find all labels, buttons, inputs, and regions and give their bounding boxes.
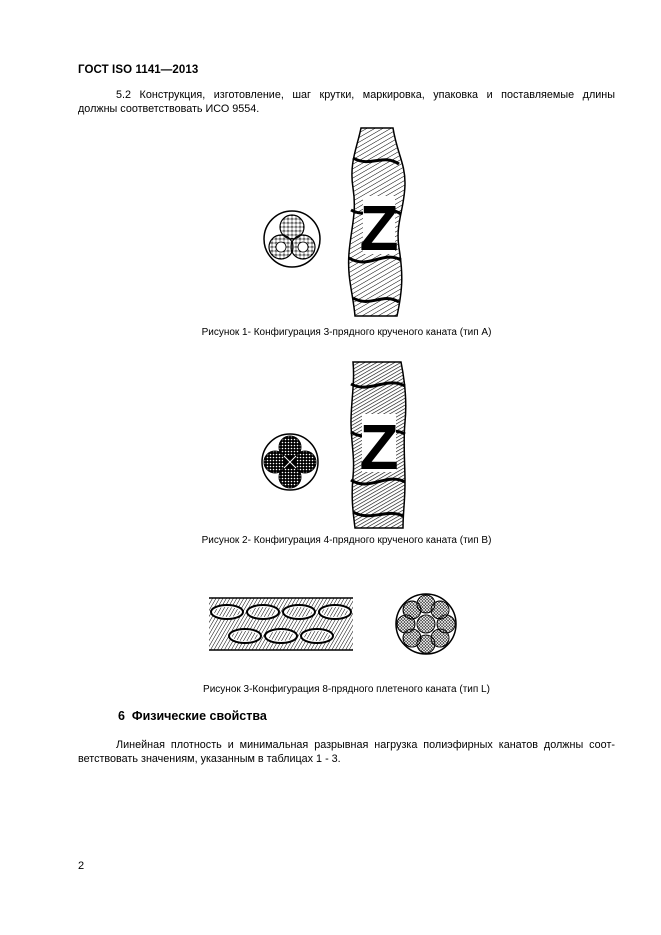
- figure-2-twist-letter: Z: [359, 411, 399, 483]
- figure-2-caption: Рисунок 2- Конфигурация 4-прядного крученого каната (тип В): [201, 535, 492, 546]
- document-header: ГОСТ ISO 1141—2013: [78, 64, 199, 76]
- figure-3-caption: Рисунок 3-Конфигурация 8-прядного плетеного каната (тип L): [203, 684, 490, 695]
- figure-1-twist-letter: Z: [359, 192, 399, 264]
- section-6-line-1: Линейная плотность и минимальная разрывная нагрузка полиэфирных канатов должны соот-: [116, 739, 615, 751]
- figure-1-rope-side-view: [343, 128, 413, 316]
- section-6-heading: [118, 709, 267, 723]
- figure-3-rope-side-view: [209, 592, 353, 656]
- figure-2-cross-section: [260, 432, 320, 492]
- section-6-line-2: ветствовать значениям, указанным в таблицах 1 - 3.: [78, 752, 341, 765]
- figure-3-cross-section: [394, 592, 458, 656]
- clause-5-2-paragraph: [78, 89, 615, 116]
- section-6-title: Физические свойства: [131, 709, 267, 723]
- figure-2-rope-side-view: [347, 362, 409, 528]
- section-6-number: 6: [118, 709, 125, 723]
- clause-5-2-line-1: 5.2 Конструкция, изготовление, шаг крутки, маркировка, упаковка и поставляемые длины: [116, 89, 615, 101]
- figure-1-cross-section: [262, 209, 322, 269]
- clause-5-2-line-2: должны соответствовать ИСО 9554.: [78, 102, 260, 115]
- page-number: 2: [78, 860, 85, 872]
- figure-1-caption: Рисунок 1- Конфигурация 3-прядного крученого каната (тип А): [201, 327, 492, 338]
- section-6-paragraph: [78, 739, 615, 766]
